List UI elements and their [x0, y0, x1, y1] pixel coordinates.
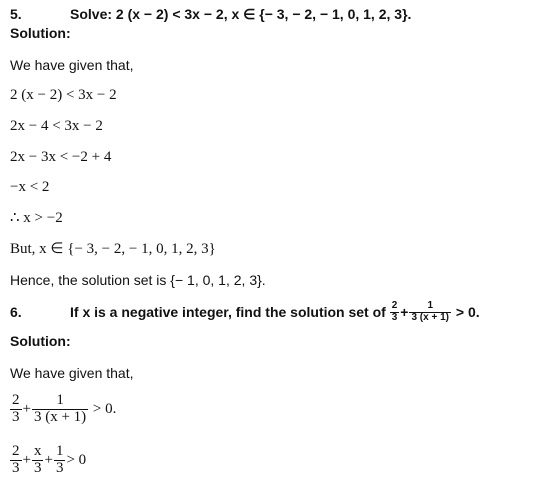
math-line: 2 (x − 2) < 3x − 2 [10, 87, 117, 103]
fraction-numerator: x [33, 443, 42, 459]
plus-sign: + [44, 452, 53, 469]
solution-line: We have given that, [10, 365, 134, 381]
fraction [10, 444, 22, 477]
question-5-header [10, 5, 411, 23]
inequality-tail: > 0. [92, 401, 117, 418]
math-equation [10, 393, 117, 426]
plus-sign: + [400, 304, 409, 320]
fraction-numerator: 2 [391, 300, 398, 311]
fraction-numerator: 1 [409, 301, 451, 313]
fraction-numerator: 2 [12, 392, 20, 408]
inequality-tail: > 0 [66, 452, 87, 469]
question-prompt: Solve: 2 (x − 2) < 3x − 2, x ∈ {− 3, − 2, − 1, 0, 1, 2, 3}. [70, 6, 412, 22]
solution-line: We have given that, [10, 57, 134, 73]
fraction-numerator: 2 [12, 443, 20, 459]
solution-label: Solution: [10, 25, 71, 41]
inequality-tail: > 0. [455, 304, 480, 320]
fraction-numerator: 1 [32, 393, 88, 410]
question-number: 6. [10, 304, 22, 320]
fraction [10, 393, 22, 426]
solution-set-line: Hence, the solution set is {− 1, 0, 1, 2, 3}. [10, 272, 266, 288]
math-line: 2x − 3x < −2 + 4 [10, 149, 112, 165]
math-line: −x < 2 [10, 179, 50, 195]
fraction-denominator: 3 [12, 408, 20, 425]
math-line: But, x ∈ {− 3, − 2, − 1, 0, 1, 2, 3} [10, 241, 216, 257]
fraction [390, 301, 400, 323]
fraction-denominator: 3 (x + 1) [411, 311, 449, 323]
fraction [32, 444, 44, 477]
math-line: ∴ x > −2 [10, 210, 63, 226]
fraction-denominator: 3 [12, 459, 20, 476]
plus-sign: + [22, 452, 31, 469]
fraction-denominator: 3 [55, 459, 64, 476]
fraction [54, 444, 66, 477]
question-6-header [10, 301, 481, 323]
solution-label: Solution: [10, 333, 71, 349]
question-number: 5. [10, 6, 22, 22]
fraction-denominator: 3 [33, 459, 42, 476]
fraction [32, 393, 88, 426]
plus-sign: + [22, 401, 31, 418]
math-equation [10, 444, 87, 477]
fraction-denominator: 3 (x + 1) [33, 408, 87, 425]
fraction-denominator: 3 [391, 311, 398, 323]
fraction [409, 301, 451, 323]
question-prompt: If x is a negative integer, find the solution set of [70, 304, 386, 320]
math-line: 2x − 4 < 3x − 2 [10, 118, 103, 134]
fraction-numerator: 1 [55, 443, 64, 459]
